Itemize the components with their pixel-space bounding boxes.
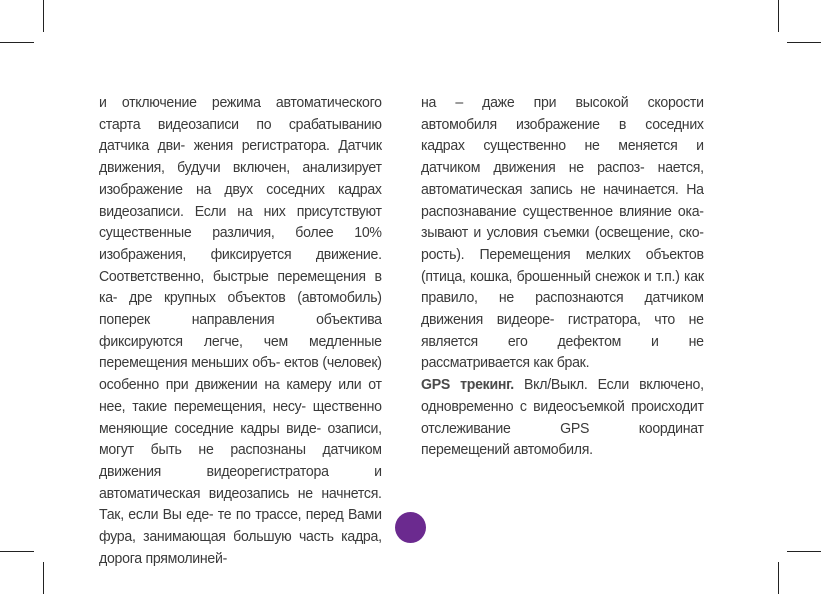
crop-mark [778, 0, 779, 32]
page-marker-dot [395, 512, 426, 543]
right-text-column [421, 92, 704, 461]
crop-mark [787, 42, 821, 43]
crop-mark [778, 562, 779, 594]
left-text-column [99, 92, 382, 569]
gps-description: Вкл/Выкл. Если включено, одновременно с видеосъемкой происходит отслеживание GPS координат перемещений автомобиля. [421, 376, 704, 459]
crop-mark [0, 42, 34, 43]
crop-mark [0, 551, 34, 552]
crop-mark [787, 551, 821, 552]
body-paragraph: на – даже при высокой скорости автомобиля изображение в соседних кадрах существенно не меняется и датчиком движения не распоз- нается, автоматическая запись не начинается. На распознавание существенное влияние ока- зывают и условия съемки (освещение, ско- рость). Перемещения мелких объектов (птица, кошка, брошенный снежок и т.п.) как правило, не распознаются датчиком движения видеоре- гистратора, что не является его дефектом и не рассматривается как брак. [421, 94, 704, 372]
crop-mark [43, 562, 44, 594]
crop-mark [43, 0, 44, 32]
gps-paragraph [421, 374, 704, 461]
body-paragraph: и отключение режима автоматического старта видеозаписи по срабатыванию датчика дви- жения регистратора. Датчик движения, будучи включен, анализирует изображение на двух соседних кадрах видеозаписи. Если на них присутствуют существенные различия, более 10% изображения, фиксируется движение. Соответственно, быстрые перемещения в ка- дре крупных объектов (автомобиль) поперек направления объектива фиксируются легче, чем медленные перемещения меньших объ- ектов (человек) особенно при движении на камеру или от нее, такие перемещения, несу- щественно меняющие соседние кадры виде- озаписи, могут быть не распознаны датчиком движения видеорегистратора и автоматическая видеозапись не начнется. Так, если Вы еде- те по трассе, перед Вами фура, занимающая большую часть кадра, дорога прямолиней- [99, 94, 382, 567]
gps-heading: GPS трекинг. [421, 376, 514, 394]
